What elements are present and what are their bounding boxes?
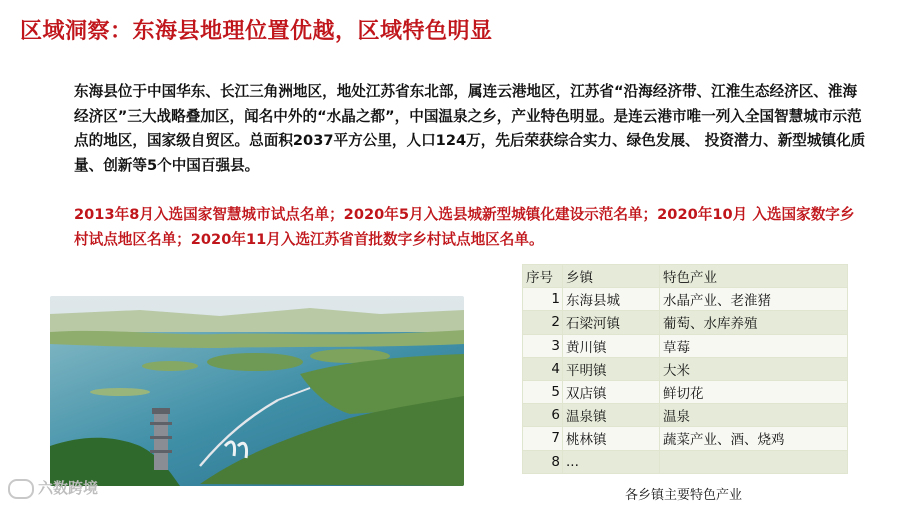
table-row [523, 334, 848, 357]
cell-town: 平明镇 [563, 357, 660, 380]
cell-town: 桃林镇 [563, 427, 660, 450]
cell-town: 石梁河镇 [563, 311, 660, 334]
cell-index: 1 [523, 288, 563, 311]
table-row [523, 404, 848, 427]
cell-industry: 草莓 [660, 334, 848, 357]
cell-index: 8 [523, 450, 563, 473]
cell-industry [660, 450, 848, 473]
header-cell-industry: 特色产业 [660, 265, 848, 288]
cell-index: 4 [523, 357, 563, 380]
cell-index: 7 [523, 427, 563, 450]
cell-town: ... [563, 450, 660, 473]
intro-text: 东海县位于中国华东、长江三角洲地区，地处江苏省东北部，属连云港地区，江苏省“沿海经济带、江淮生态经济区、淮海经济区”三大战略叠加区，闻名中外的“水晶之都”，中国温泉之乡，产业特色明显。是连云港市唯一列入全国智慧城市示范点的地区，国家级自贸区。总面积2037平方公里，人口124万，先后荣获综合实力、绿色发展、 投资潜力、新型城镇化质量、创新等5个中国百强县。 [74, 83, 866, 174]
cell-town: 温泉镇 [563, 404, 660, 427]
slide-title: 区域洞察：东海县地理位置优越，区域特色明显 [20, 19, 493, 44]
cell-index: 3 [523, 334, 563, 357]
table-row [523, 450, 848, 473]
header-cell-town: 乡镇 [563, 265, 660, 288]
cell-industry: 温泉 [660, 404, 848, 427]
highlights-text: 2013年8月入选国家智慧城市试点名单；2020年5月入选县城新型城镇化建设示范名单；2020年10月 入选国家数字乡村试点地区名单；2020年11月入选江苏省首批数字乡村试点地区名单。 [74, 206, 855, 248]
watermark [8, 477, 98, 499]
table-caption: 各乡镇主要特色产业 [625, 488, 743, 503]
cell-industry: 蔬菜产业、酒、烧鸡 [660, 427, 848, 450]
table-row [523, 311, 848, 334]
cell-index: 5 [523, 380, 563, 403]
table-row [523, 380, 848, 403]
header-cell-index: 序号 [523, 265, 563, 288]
cell-industry: 葡萄、水库养殖 [660, 311, 848, 334]
aerial-lake-photo [50, 296, 464, 486]
cell-industry: 大米 [660, 357, 848, 380]
cell-town: 东海县城 [563, 288, 660, 311]
cell-town: 双店镇 [563, 380, 660, 403]
table-row [523, 357, 848, 380]
watermark-text: 六数跨境 [38, 479, 99, 497]
cell-index: 6 [523, 404, 563, 427]
intro-paragraph [74, 80, 866, 178]
watermark-logo-icon [8, 479, 34, 499]
aerial-lake-image [50, 296, 464, 486]
highlights-paragraph [74, 203, 866, 252]
table-row [523, 288, 848, 311]
table-header-row [523, 265, 848, 288]
cell-index: 2 [523, 311, 563, 334]
cell-town: 黄川镇 [563, 334, 660, 357]
towns-industry-table [522, 264, 848, 474]
table-row [523, 427, 848, 450]
cell-industry: 鲜切花 [660, 380, 848, 403]
cell-industry: 水晶产业、老淮猪 [660, 288, 848, 311]
